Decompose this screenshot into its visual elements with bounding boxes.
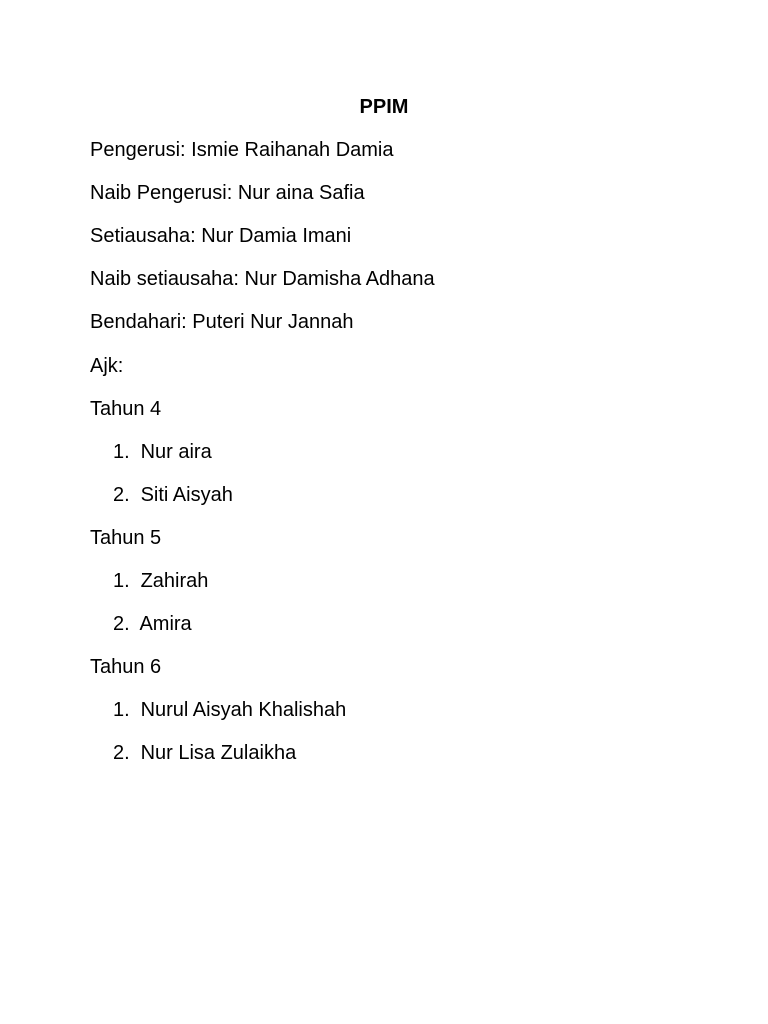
officer-naib-pengerusi: Naib Pengerusi: Nur aina Safia [90,182,365,205]
member-name: Nur Lisa Zulaikha [140,742,297,765]
group-heading-tahun-6: Tahun 6 [90,656,162,679]
ajk-label: Ajk: [90,354,124,377]
list-number: 1. [113,570,130,593]
officer-setiausaha: Setiausaha: Nur Damia Imani [90,225,352,248]
member-name: Siti Aisyah [140,483,233,506]
officer-pengerusi: Pengerusi: Ismie Raihanah Damia [90,139,394,162]
list-item [90,740,678,766]
list-number: 1. [113,699,130,722]
officer-naib-setiausaha: Naib setiausaha: Nur Damisha Adhana [90,268,435,291]
member-name: Zahirah [140,570,209,593]
list-item [90,482,678,508]
list-number: 1. [113,440,130,463]
member-name: Nurul Aisyah Khalishah [140,699,347,722]
list-item [90,568,678,594]
group-heading-tahun-5: Tahun 5 [90,526,162,549]
list-item [90,611,678,637]
list-item [90,439,678,465]
member-name: Amira [139,613,192,636]
officer-bendahari: Bendahari: Puteri Nur Jannah [90,311,354,334]
document-title: PPIM [359,96,409,118]
list-number: 2. [113,483,130,506]
list-item [90,697,678,723]
group-heading-tahun-4: Tahun 4 [90,397,162,420]
list-number: 2. [113,613,130,636]
member-name: Nur aira [140,440,212,463]
document-body [90,94,678,784]
list-number: 2. [113,742,130,765]
